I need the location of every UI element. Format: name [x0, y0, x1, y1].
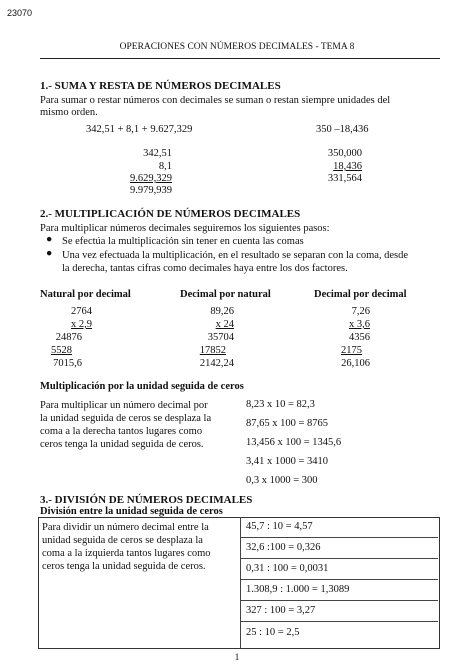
- division-example-1: 45,7 : 10 = 4,57: [246, 521, 313, 532]
- col-header-natural-decimal: Natural por decimal: [40, 289, 131, 300]
- sum-expression: 342,51 + 8,1 + 9.627,329: [86, 124, 193, 135]
- section2-bullet2-line1: Una vez efectuada la multiplicación, en el resultado se separan con la coma, desde: [62, 250, 409, 261]
- mult-example-5: 0,3 x 1000 = 300: [246, 475, 318, 486]
- mult-zeros-title: Multiplicación por la unidad seguida de ceros: [40, 381, 244, 392]
- division-row-rule: [240, 621, 438, 622]
- section1-title: 1.- SUMA Y RESTA DE NÚMEROS DECIMALES: [40, 80, 281, 92]
- col-header-decimal-decimal: Decimal por decimal: [314, 289, 407, 300]
- mult3-partial2: 2175: [341, 345, 362, 356]
- mult2-result: 2142,24: [199, 358, 234, 369]
- mult3-partial1: 4356: [349, 332, 370, 343]
- section2-bullet2-line2: la derecha, tantas cifras como decimales haya entre los dos factores.: [62, 263, 348, 274]
- section3-title: 3.- DIVISIÓN DE NÚMEROS DECIMALES: [40, 494, 253, 506]
- division-text-line2: unidad seguida de ceros se desplaza la: [42, 535, 203, 546]
- sub-result: 331,564: [327, 173, 362, 184]
- division-row-rule: [240, 579, 438, 580]
- mult1-factor2: x 2,9: [71, 319, 92, 330]
- sum-row-2: 8,1: [158, 161, 172, 172]
- sum-result: 9.979,939: [130, 185, 172, 196]
- mult1-partial2: 5528: [51, 345, 72, 356]
- division-row-rule: [240, 537, 438, 538]
- mult1-result: 7015,6: [53, 358, 82, 369]
- page-header: OPERACIONES CON NÚMEROS DECIMALES - TEMA 8: [119, 42, 355, 52]
- header-rule: [40, 58, 440, 59]
- page-number: 1: [234, 653, 240, 663]
- division-example-4: 1.308,9 : 1.000 = 1,3089: [246, 584, 350, 595]
- mult-example-3: 13,456 x 100 = 1345,6: [246, 437, 342, 448]
- division-example-2: 32,6 :100 = 0,326: [246, 542, 321, 553]
- sub-row-1: 350,000: [327, 148, 362, 159]
- col-header-decimal-natural: Decimal por natural: [180, 289, 271, 300]
- sum-row-1: 342,51: [143, 148, 172, 159]
- mult3-result: 26,106: [341, 358, 370, 369]
- bullet-icon: ●: [46, 234, 53, 245]
- division-example-3: 0,31 : 100 = 0,0031: [246, 563, 329, 574]
- sub-row-2: 18,436: [333, 161, 362, 172]
- division-text-line3: coma a la izquierda tantos lugares como: [42, 548, 211, 559]
- mult1-partial1: 24876: [55, 332, 82, 343]
- sub-expression: 350 –18,436: [316, 124, 369, 135]
- bullet-icon: ●: [46, 248, 53, 259]
- mult2-partial2: 17852: [199, 345, 226, 356]
- mult-example-1: 8,23 x 10 = 82,3: [246, 399, 315, 410]
- mult-zeros-text-line2: la unidad seguida de ceros se desplaza la: [40, 413, 212, 424]
- mult3-factor2: x 3,6: [349, 319, 370, 330]
- division-example-6: 25 : 10 = 2,5: [246, 627, 300, 638]
- section2-title: 2.- MULTIPLICACIÓN DE NÚMEROS DECIMALES: [40, 208, 301, 220]
- division-row-rule: [240, 600, 438, 601]
- section1-intro-line1: Para sumar o restar números con decimales se suman o restan siempre unidades del: [40, 95, 391, 106]
- division-text-line1: Para dividir un número decimal entre la: [42, 522, 209, 533]
- division-row-rule: [240, 558, 438, 559]
- mult-zeros-text-line1: Para multiplicar un número decimal por: [40, 400, 208, 411]
- document-id: 23070: [7, 8, 33, 18]
- mult2-factor1: 89,26: [210, 306, 234, 317]
- mult1-factor1: 2764: [71, 306, 92, 317]
- section1-intro-line2: mismo orden.: [40, 107, 98, 118]
- mult-example-2: 87,65 x 100 = 8765: [246, 418, 329, 429]
- section2-intro: Para multiplicar números decimales seguiremos los siguientes pasos:: [40, 223, 330, 234]
- mult-zeros-text-line3: coma a la derecha tantos lugares como: [40, 426, 203, 437]
- division-text-line4: ceros tenga la unidad seguida de ceros.: [42, 561, 206, 572]
- sum-row-3: 9.629,329: [130, 173, 172, 184]
- mult-zeros-text-line4: ceros tenga la unidad seguida de ceros.: [40, 439, 204, 450]
- division-example-5: 327 : 100 = 3,27: [246, 605, 316, 616]
- mult-example-4: 3,41 x 1000 = 3410: [246, 456, 329, 467]
- division-title: División entre la unidad seguida de ceros: [40, 506, 223, 517]
- section2-bullet1: Se efectúa la multiplicación sin tener en cuenta las comas: [62, 236, 304, 247]
- mult3-factor1: 7,26: [351, 306, 370, 317]
- mult2-factor2: x 24: [215, 319, 234, 330]
- mult2-partial1: 35704: [207, 332, 234, 343]
